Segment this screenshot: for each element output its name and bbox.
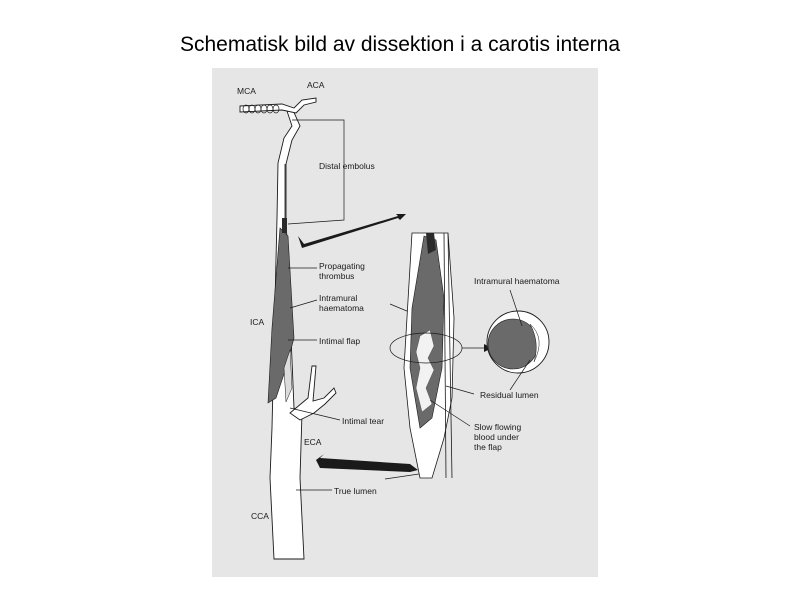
cross-section (487, 311, 549, 373)
distal-embolus-mark (282, 218, 287, 233)
label-aca: ACA (307, 80, 325, 90)
label-intimal-flap: Intimal flap (319, 336, 361, 346)
label-cross-section-haematoma: Intramural haematoma (474, 276, 560, 286)
label-residual-lumen: Residual lumen (480, 390, 539, 400)
label-intramural-haematoma: Intramural haematoma (319, 293, 364, 313)
dissection-diagram (212, 68, 598, 577)
label-cca: CCA (251, 511, 269, 521)
label-propagating-thrombus: Propagating thrombus (319, 261, 365, 281)
label-distal-embolus: Distal embolus (319, 161, 375, 171)
label-ica: ICA (250, 317, 265, 327)
label-eca: ECA (304, 437, 322, 447)
label-true-lumen: True lumen (334, 486, 377, 496)
label-slow-flowing-blood: Slow flowing blood under the flap (474, 422, 522, 452)
label-intimal-tear: Intimal tear (342, 416, 385, 426)
label-mca: MCA (237, 86, 256, 96)
slide-title: Schematisk bild av dissektion i a carotis interna (179, 33, 621, 56)
cross-section-haematoma (488, 319, 538, 369)
